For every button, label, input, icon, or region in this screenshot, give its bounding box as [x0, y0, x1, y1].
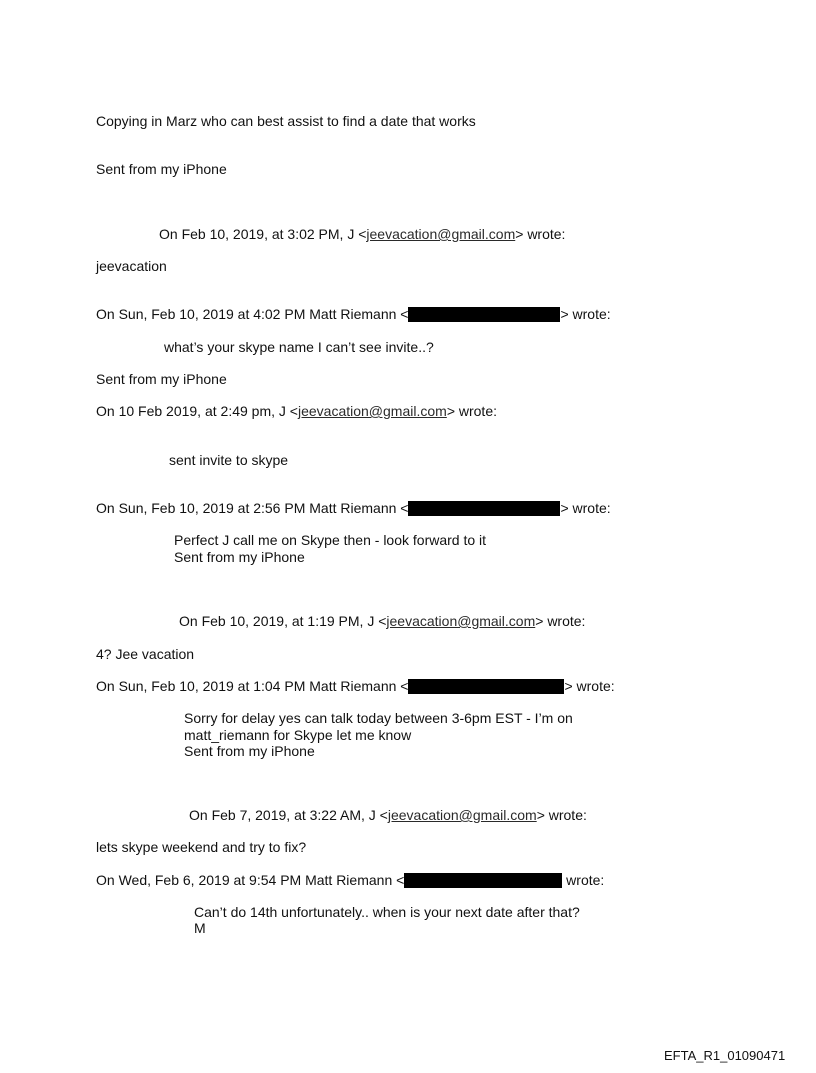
signature-line: Sent from my iPhone: [96, 161, 227, 177]
body-line: matt_riemann for Skype let me know: [184, 727, 412, 743]
body-line: 4? Jee vacation: [96, 646, 195, 662]
quote-header: On Feb 10, 2019, at 3:02 PM, J <jeevacation@gmail.com> wrote:: [159, 226, 566, 242]
quote-header: On Feb 7, 2019, at 3:22 AM, J <jeevacation@gmail.com> wrote:: [189, 807, 587, 823]
email-link[interactable]: jeevacation@gmail.com: [386, 613, 536, 629]
body-line: Copying in Marz who can best assist to find a date that works: [96, 113, 476, 129]
redaction-box: [408, 501, 560, 516]
quote-header: On 10 Feb 2019, at 2:49 pm, J <jeevacation@gmail.com> wrote:: [96, 403, 498, 419]
body-line: M: [194, 920, 206, 936]
signature-line: Sent from my iPhone: [174, 549, 305, 565]
body-line: Sorry for delay yes can talk today between 3-6pm EST - I’m on: [184, 710, 573, 726]
quote-header: On Wed, Feb 6, 2019 at 9:54 PM Matt Riemann < wrote:: [96, 872, 605, 888]
redaction-box: [408, 679, 564, 694]
body-line: jeevacation: [96, 258, 167, 274]
body-line: sent invite to skype: [169, 452, 289, 468]
quote-header: On Feb 10, 2019, at 1:19 PM, J <jeevacation@gmail.com> wrote:: [179, 613, 586, 629]
redaction-box: [408, 307, 560, 322]
body-line: what’s your skype name I can’t see invite..?: [164, 339, 434, 355]
body-line: Can’t do 14th unfortunately.. when is your next date after that?: [194, 904, 580, 920]
body-line: Perfect J call me on Skype then - look forward to it: [174, 532, 487, 548]
email-link[interactable]: jeevacation@gmail.com: [297, 403, 447, 419]
bates-number: EFTA_R1_01090471: [664, 1048, 786, 1063]
signature-line: Sent from my iPhone: [96, 371, 227, 387]
body-line: lets skype weekend and try to fix?: [96, 839, 307, 855]
email-link[interactable]: jeevacation@gmail.com: [387, 807, 537, 823]
quote-header: On Sun, Feb 10, 2019 at 4:02 PM Matt Riemann < > wrote:: [96, 306, 611, 322]
quote-header: On Sun, Feb 10, 2019 at 1:04 PM Matt Riemann < > wrote:: [96, 678, 615, 694]
email-link[interactable]: jeevacation@gmail.com: [366, 226, 516, 242]
signature-line: Sent from my iPhone: [184, 743, 315, 759]
redaction-box: [404, 873, 562, 888]
quote-header: On Sun, Feb 10, 2019 at 2:56 PM Matt Riemann < > wrote:: [96, 500, 611, 516]
